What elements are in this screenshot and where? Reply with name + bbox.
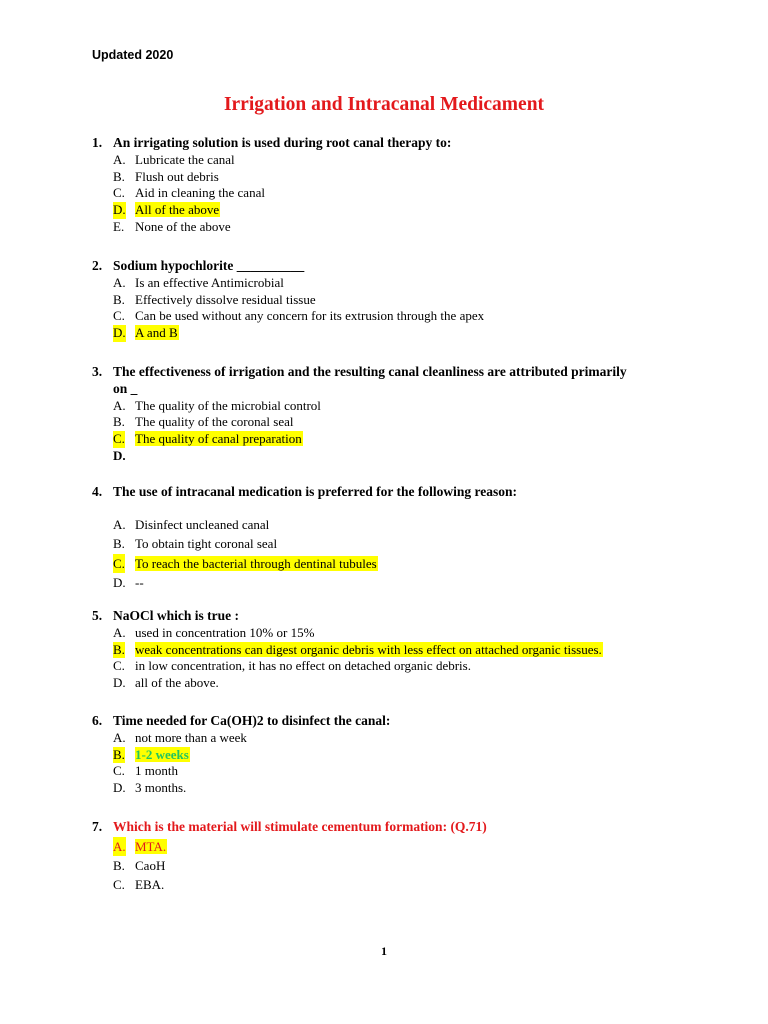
option-letter: C.	[113, 763, 125, 779]
options-list	[92, 152, 692, 236]
option-c-correct	[113, 554, 692, 574]
option-d-correct	[113, 202, 692, 219]
option-text: Is an effective Antimicrobial	[135, 274, 284, 290]
option-c	[113, 763, 692, 780]
option-letter: B.	[113, 641, 125, 657]
option-text: To obtain tight coronal seal	[135, 536, 278, 552]
question-2	[92, 258, 692, 342]
option-letter: C.	[113, 431, 125, 447]
option-text: CaoH	[135, 857, 166, 873]
option-c	[113, 658, 692, 675]
option-text: not more than a week	[135, 729, 247, 745]
option-letter: B.	[113, 536, 125, 552]
question-stem	[92, 713, 692, 730]
option-b-correct	[113, 747, 692, 764]
question-stem	[92, 819, 692, 836]
document-title: Irrigation and Intracanal Medicament	[223, 94, 545, 115]
option-text: 1 month	[135, 763, 178, 779]
option-text: The quality of canal preparation	[135, 431, 302, 447]
option-a	[113, 275, 692, 292]
question-7	[92, 819, 692, 894]
question-number: 4.	[92, 484, 103, 499]
option-text: Can be used without any concern for its extrusion through the apex	[135, 308, 485, 324]
option-b-correct	[113, 642, 692, 659]
question-number: 3.	[92, 364, 103, 379]
option-b	[113, 856, 692, 875]
option-letter: D.	[113, 202, 126, 218]
option-letter: A.	[113, 624, 126, 640]
option-letter: C.	[113, 308, 125, 324]
option-a-correct	[113, 837, 692, 856]
option-d	[113, 675, 692, 692]
option-a	[113, 625, 692, 642]
option-letter: A.	[113, 838, 126, 854]
page-number: 1	[381, 944, 387, 958]
option-a	[113, 730, 692, 747]
question-stem	[92, 608, 692, 625]
question-text: An irrigating solution is used during root canal therapy to:	[113, 135, 452, 150]
question-3	[92, 364, 692, 463]
option-letter: D.	[113, 325, 126, 341]
option-letter: B.	[113, 414, 125, 430]
option-d	[113, 780, 692, 797]
option-text: A and B	[135, 325, 178, 341]
question-text: Sodium hypochlorite __________	[113, 258, 305, 273]
question-4	[92, 484, 692, 593]
options-list	[92, 275, 692, 342]
option-b	[113, 414, 692, 431]
option-d-correct	[113, 325, 692, 342]
option-text: Aid in cleaning the canal	[135, 185, 265, 201]
option-c	[113, 185, 692, 202]
question-stem	[92, 364, 633, 398]
option-letter: B.	[113, 291, 125, 307]
option-text: Effectively dissolve residual tissue	[135, 291, 316, 307]
option-text: used in concentration 10% or 15%	[135, 624, 315, 640]
options-list	[92, 837, 692, 894]
option-a	[113, 515, 692, 535]
question-stem	[92, 258, 692, 275]
option-c-correct	[113, 431, 692, 448]
option-e	[113, 219, 692, 236]
options-list	[92, 397, 692, 463]
option-letter: D.	[113, 575, 126, 591]
option-letter: A.	[113, 397, 126, 413]
option-d	[113, 573, 692, 593]
option-letter: C.	[113, 658, 125, 674]
options-list	[92, 625, 692, 692]
option-letter: C.	[113, 876, 125, 892]
option-letter: B.	[113, 168, 125, 184]
option-text: 3 months.	[135, 780, 187, 796]
option-c	[113, 875, 692, 894]
question-text: NaOCl which is true :	[113, 608, 239, 623]
question-text: The effectiveness of irrigation and the resulting canal cleanliness are attributed primarily on _	[113, 364, 627, 396]
question-stem	[92, 484, 692, 501]
question-5	[92, 608, 692, 692]
option-text: --	[135, 575, 144, 591]
option-letter: C.	[113, 554, 125, 574]
question-6	[92, 713, 692, 797]
option-text: EBA.	[135, 876, 165, 892]
option-a	[113, 398, 692, 415]
option-letter: A.	[113, 151, 126, 167]
option-b	[113, 534, 692, 554]
option-text: The quality of the microbial control	[135, 397, 321, 413]
option-text: MTA.	[135, 838, 167, 854]
option-letter: E.	[113, 218, 125, 234]
option-letter: C.	[113, 185, 125, 201]
question-text: Time needed for Ca(OH)2 to disinfect the canal:	[113, 713, 391, 728]
option-text: all of the above.	[135, 675, 219, 691]
option-b	[113, 169, 692, 186]
question-stem	[92, 135, 692, 152]
option-letter: A.	[113, 516, 126, 532]
option-c	[113, 308, 692, 325]
question-number: 5.	[92, 608, 103, 623]
question-number: 7.	[92, 819, 103, 834]
option-text: Disinfect uncleaned canal	[135, 516, 270, 532]
option-letter: B.	[113, 746, 125, 762]
question-number: 2.	[92, 258, 103, 273]
option-text: All of the above	[135, 202, 220, 218]
question-text: Which is the material will stimulate cementum formation: (Q.71)	[113, 819, 487, 834]
question-text: The use of intracanal medication is preferred for the following reason:	[113, 484, 517, 499]
header-note: Updated 2020	[92, 48, 174, 62]
option-text: in low concentration, it has no effect on detached organic debris.	[135, 658, 471, 674]
option-a	[113, 152, 692, 169]
options-list	[92, 730, 692, 797]
option-text: weak concentrations can digest organic debris with less effect on attached organic tissues.	[135, 641, 602, 657]
option-letter: A.	[113, 729, 126, 745]
option-letter: D.	[113, 675, 126, 691]
question-number: 1.	[92, 135, 103, 150]
option-text: The quality of the coronal seal	[135, 414, 294, 430]
options-list	[92, 515, 692, 593]
option-letter: D.	[113, 780, 126, 796]
option-letter: B.	[113, 857, 125, 873]
option-letter: D.	[113, 447, 126, 463]
option-text: To reach the bacterial through dentinal tubules	[135, 555, 377, 571]
option-text: None of the above	[135, 218, 231, 234]
option-text: Lubricate the canal	[135, 151, 235, 167]
question-1	[92, 135, 692, 236]
question-number: 6.	[92, 713, 103, 728]
option-b	[113, 292, 692, 309]
option-letter: A.	[113, 274, 126, 290]
option-text: Flush out debris	[135, 168, 219, 184]
option-text: 1-2 weeks	[135, 746, 189, 762]
